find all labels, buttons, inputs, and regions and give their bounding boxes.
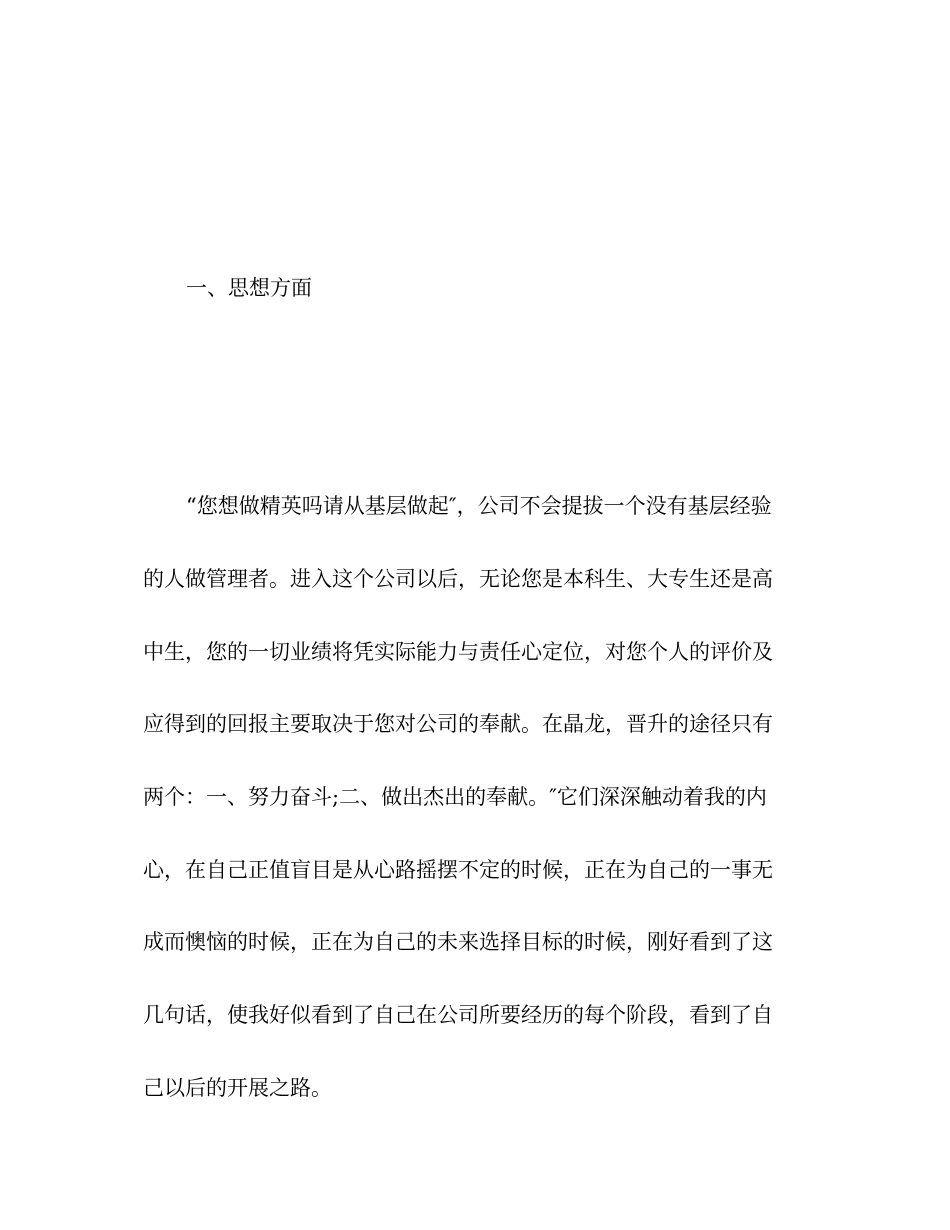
paragraph-line: “您想做精英吗请从基层做起″，公司不会提拔一个没有基层经验: [186, 494, 772, 518]
paragraph-line: 己以后的开展之路。: [143, 1076, 332, 1100]
paragraph-line: 两个：一、努力奋斗;二、做出杰出的奉献。″它们深深触动着我的内: [143, 785, 767, 809]
section-heading: 一、思想方面: [186, 276, 312, 300]
paragraph-line: 中生，您的一切业绩将凭实际能力与责任心定位，对您个人的评价及: [143, 640, 773, 664]
paragraph-line: 成而懊恼的时候，正在为自己的未来选择目标的时候，刚好看到了这: [143, 930, 773, 954]
paragraph-line: 的人做管理者。进入这个公司以后，无论您是本科生、大专生还是高: [143, 567, 773, 591]
paragraph-line: 几句话，使我好似看到了自己在公司所要经历的每个阶段，看到了自: [143, 1003, 773, 1027]
paragraph-line: 应得到的回报主要取决于您对公司的奉献。在晶龙，晋升的途径只有: [143, 712, 773, 736]
paragraph-line: 心，在自己正值盲目是从心路摇摆不定的时候，正在为自己的一事无: [143, 858, 773, 882]
